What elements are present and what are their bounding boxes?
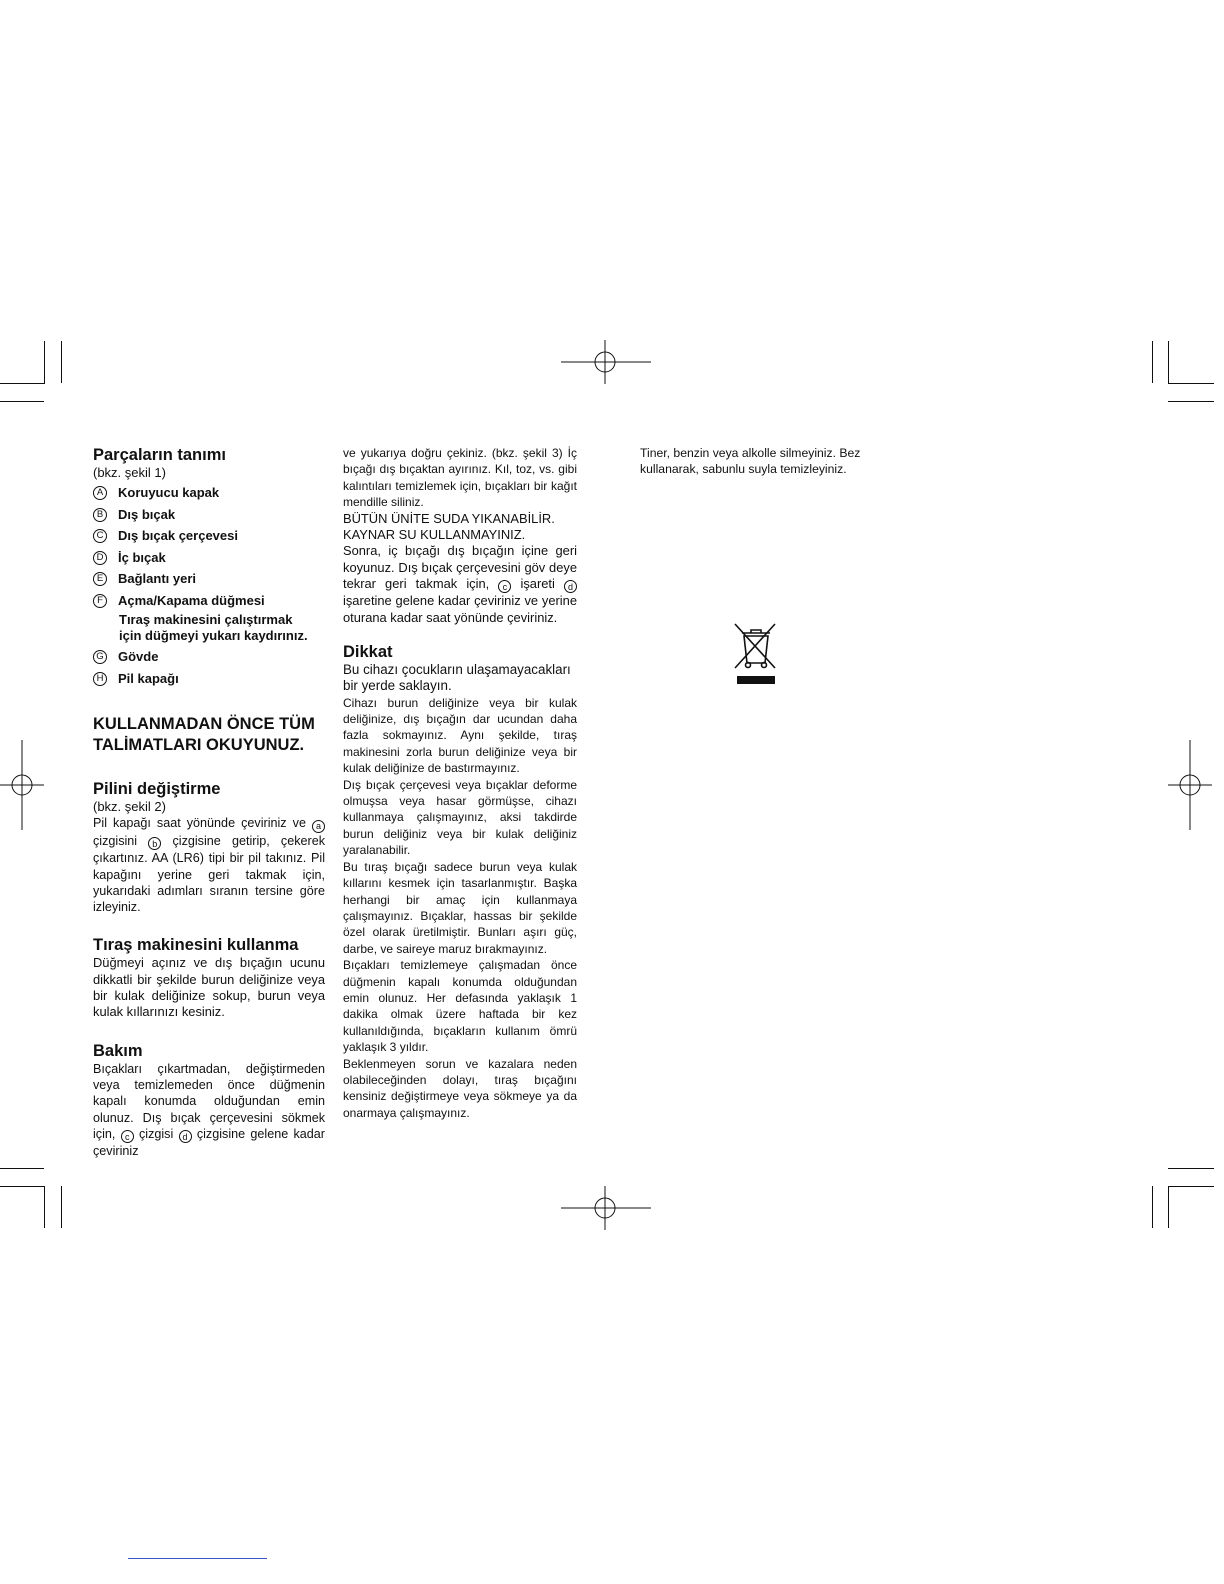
caution-paragraph: Bu tıraş bıçağı sadece burun veya kulak kıllarını kesmek için tasarlanmıştır. Başka herhangi bir amaç için kullanmaya çalışmayınız. Bıçaklar, hassas bir şekilde özel olarak üretilmiştir. Bunları aşırı güç, darbe, ve saireye maruz bırakmayınız. [343,859,577,956]
reassembly-text-b: işareti [520,575,555,591]
letter-circle: F [93,594,107,608]
letter-circle: E [93,572,107,586]
letter-circle: C [93,529,107,543]
care-continued: ve yukarıya doğru çekiniz. (bkz. şekil 3) İç bıçağı dış bıçaktan ayırınız. Kıl, toz, vs. gibi kalıntıları temizlemek için, bıçakları bir kağıt mendille siliniz. [343,446,577,510]
part-item [93,571,325,587]
caution-paragraph: Cihazı burun deliğinize veya bir kulak deliğinize, dış bıçağın dar ucundan daha fazla sokmayınız. Aynı şekilde, tıraş makinesini zorla burun deliğinize veya bir kulak deliğinize de bastırmayınız. [343,695,577,776]
part-label: Pil kapağı [118,670,179,686]
letter-circle: c [498,580,511,593]
crop-mark [61,1186,62,1228]
battery-text-b: çizgisini [93,833,138,848]
letter-circle: c [121,1130,134,1143]
care-title: Bakım [93,1041,143,1060]
crop-mark [1152,1186,1153,1228]
parts-note [119,612,325,644]
reassembly-text-a: Sonra, iç bıçağı dış bıçağın içine geri koyunuz. Dış bıçak çerçevesini göv deye tekrar geri takmak için, [343,543,577,591]
letter-circle: G [93,650,107,664]
crop-mark [1168,401,1214,402]
part-item [93,550,325,566]
caution-paragraph: Beklenmeyen sorun ve kazalara neden olabileceğinden dolayı, tıraş bıçağını kensiniz değiştirmeye veya sökmeye ya da onarmaya çalışmayınız. [343,1056,577,1120]
care-text [93,1061,325,1160]
part-label: Bağlantı yeri [118,571,197,586]
parts-title: Parçaların tanımı [93,446,226,464]
warning-line: KULLANMADAN ÖNCE TÜM [93,715,315,733]
battery-title: Pilini değiştirme [93,780,221,798]
part-item [93,507,325,523]
letter-circle: d [179,1130,192,1143]
column-middle [343,445,577,1121]
crop-mark [1168,1186,1214,1187]
crop-mark [61,341,62,383]
crossed-out-wheelie-bin-icon [733,621,779,687]
care-text-b: çizgisi [138,1126,174,1141]
registration-mark [0,740,44,830]
reassembly-text-c: işaretine gelene kadar çeviriniz ve yerine oturana kadar saat yönünde çeviriniz. [343,593,577,625]
crop-mark [44,1186,45,1228]
crop-mark [0,1168,44,1169]
reassembly-text [343,543,577,626]
registration-mark [561,340,651,384]
part-label: Dış bıçak [118,506,176,522]
parts-list [93,485,325,609]
letter-circle: B [93,508,107,522]
battery-text-c: çizgisine getirip, çekerek çıkartınız. AA (LR6) tipi bir pil takınız. Pil kapağını yerine geri takmak için, yukarıdaki adımları sıranın tersine göre izleyiniz. [93,833,326,915]
parts-reference: (bkz. şekil 1) [93,465,166,480]
crop-mark [1168,1168,1214,1169]
letter-circle: b [148,837,161,850]
caution-paragraph: Dış bıçak çerçevesi veya bıçaklar deforme olmuşsa veya hasar görmüşse, cihazı kullanmaya çalışmayınız, aksi takdirde burun deliğiniz veya bir kulak deliğiniz yaralanabilir. [343,777,577,858]
footer-rule [128,1558,267,1559]
part-item [93,485,325,501]
caution-title: Dikkat [343,643,393,662]
registration-mark [1168,740,1212,830]
washable-notice: BÜTÜN ÜNİTE SUDA YIKANABİLİR. [343,510,555,526]
parts-note-line: için düğmeyi yukarı kaydırınız. [119,628,308,643]
care-text-c: çizgisine gelene kadar çeviriniz [93,1126,326,1159]
letter-circle: H [93,672,107,686]
battery-text [93,815,325,915]
letter-circle: d [564,580,577,593]
crop-mark [0,383,45,384]
crop-mark [44,341,45,383]
battery-text-a: Pil kapağı saat yönünde çeviriniz ve [93,816,306,830]
cleaning-note: Tiner, benzin veya alkolle silmeyiniz. Bez kullanarak, sabunlu suyla temizleyiniz. [640,446,861,477]
part-item [93,671,325,687]
crop-mark [1152,341,1153,383]
part-label: Dış bıçak çerçevesi [118,528,238,543]
read-instructions-warning [93,714,325,756]
part-item [93,593,325,609]
registration-mark [561,1186,651,1230]
crop-mark [0,1186,45,1187]
crop-mark [1168,1186,1169,1228]
use-title: Tıraş makinesini kullanma [93,936,299,955]
letter-circle: a [312,820,325,833]
caution-lead: Bu cihazı çocukların ulaşamayacakları bir yerde saklayın. [343,662,571,694]
column-left [93,445,325,1160]
part-item [93,649,325,665]
battery-reference: (bkz. şekil 2) [93,799,166,814]
parts-note-line: Tıraş makinesini çalıştırmak [119,612,293,627]
part-label: İç bıçak [118,549,166,565]
parts-list-continued [93,649,325,687]
warning-line: TALİMATLARI OKUYUNUZ. [93,736,305,754]
crop-mark [0,401,44,402]
crop-mark [1168,341,1169,383]
column-right [640,445,880,478]
part-item [93,528,325,544]
use-text: Düğmeyi açınız ve dış bıçağın ucunu dikkatli bir şekilde burun deliğinize veya bir kulak deliğinize sokup, burun veya kulak kıllarınızı kesiniz. [93,955,325,1020]
no-boiling-water-notice: KAYNAR SU KULLANMAYINIZ. [343,526,526,542]
part-label: Gövde [118,649,159,664]
letter-circle: A [93,486,107,500]
letter-circle: D [93,551,107,565]
care-text-a: Bıçakları çıkartmadan, değiştirmeden veya temizlemeden önce düğmenin kapalı konumda olduğundan emin olunuz. Dış bıçak çerçevesini sökmek için, [93,1061,325,1141]
caution-paragraph: Bıçakları temizlemeye çalışmadan önce düğmenin kapalı konumda olduğundan emin olunuz. Her defasında yaklaşık 1 dakika olmak üzere haftada bir kez kullanıldığında, bıçakların kullanım ömrü yaklaşık 3 yıldır. [343,958,577,1055]
crop-mark [1168,383,1214,384]
part-label: Açma/Kapama düğmesi [118,592,265,608]
part-label: Koruyucu kapak [118,485,220,500]
